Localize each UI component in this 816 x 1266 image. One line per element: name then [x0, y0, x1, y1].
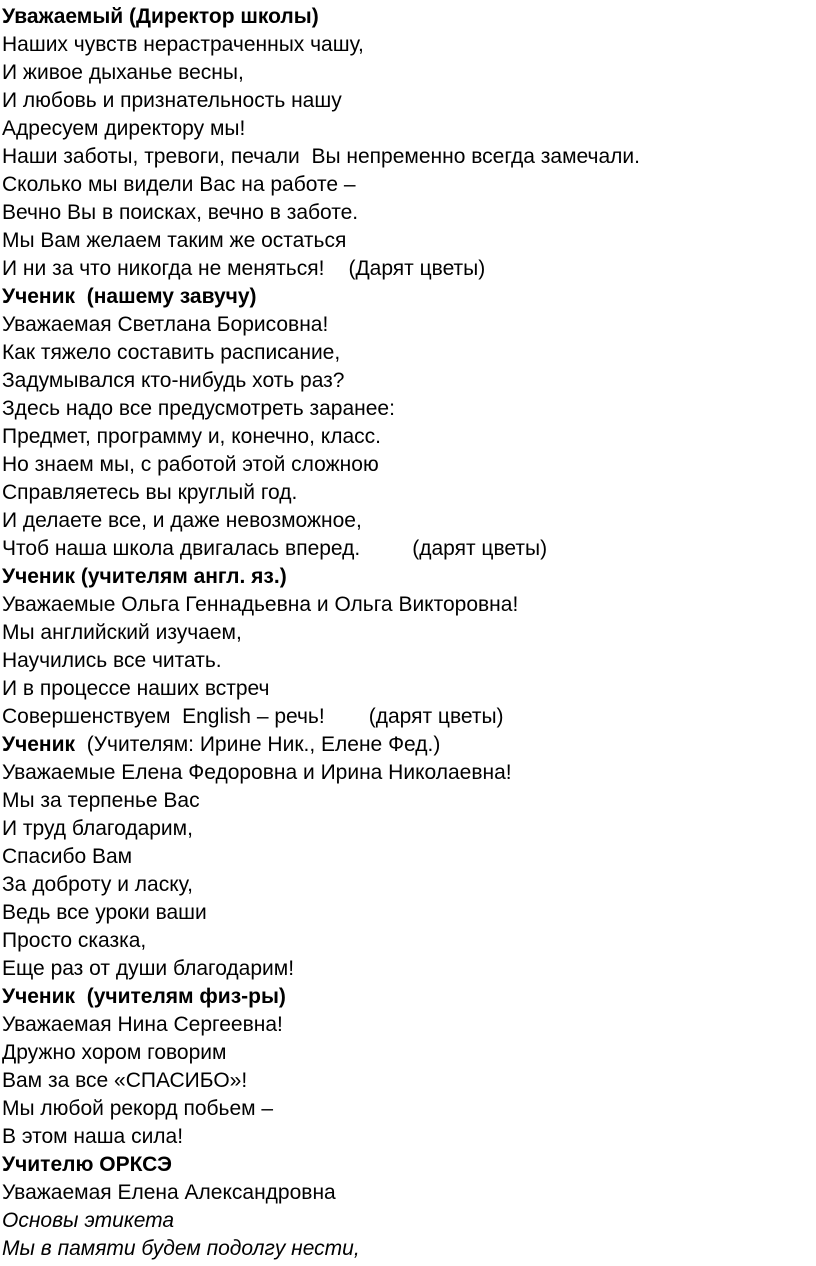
line-text: И ни за что никогда не меняться!: [2, 257, 325, 280]
text-line: [2, 647, 812, 675]
line-text: Чтоб наша школа двигалась вперед.: [2, 537, 361, 560]
line-text: Ученик: [2, 733, 76, 756]
heading-addressee: (Учителям: Ирине Ник., Елене Фед.): [75, 733, 441, 756]
line-text: Дружно хором говорим: [2, 1041, 227, 1064]
line-text: И живое дыханье весны,: [2, 61, 244, 84]
text-line: [2, 1039, 812, 1067]
text-line: [2, 787, 812, 815]
line-text: Ученик (учителям физ-ры): [2, 985, 286, 1008]
line-text: Здесь надо все предусмотреть заранее:: [2, 397, 395, 420]
stage-direction: (Дарят цветы): [348, 257, 486, 280]
text-line: [2, 843, 812, 871]
text-line: [2, 899, 812, 927]
text-line: [2, 759, 812, 787]
section-heading: [2, 3, 812, 31]
line-text: Ведь все уроки ваши: [2, 901, 207, 924]
text-line: [2, 871, 812, 899]
text-line: [2, 703, 812, 731]
text-line: [2, 1207, 812, 1235]
text-line: [2, 423, 812, 451]
text-line: [2, 1123, 812, 1151]
line-text: Предмет, программу и, конечно, класс.: [2, 425, 381, 448]
text-line: [2, 395, 812, 423]
section-heading: [2, 283, 812, 311]
line-text: Мы Вам желаем таким же остаться: [2, 229, 347, 252]
text-line: [2, 479, 812, 507]
text-line: [2, 955, 812, 983]
line-text: Просто сказка,: [2, 929, 147, 952]
line-text: Уважаемые Ольга Геннадьевна и Ольга Викторовна!: [2, 593, 519, 616]
text-line: [2, 1179, 812, 1207]
line-text: Справляетесь вы круглый год.: [2, 481, 298, 504]
text-line: [2, 1235, 812, 1263]
line-text: Вам за все «СПАСИБО»!: [2, 1069, 248, 1092]
line-text: Уважаемый (Директор школы): [2, 5, 319, 28]
line-text: Уважаемая Светлана Борисовна!: [2, 313, 329, 336]
line-text: Мы английский изучаем,: [2, 621, 242, 644]
line-text: Спасибо Вам: [2, 845, 133, 868]
text-line: [2, 451, 812, 479]
text-line: [2, 143, 812, 171]
text-line: [2, 171, 812, 199]
text-line: [2, 815, 812, 843]
text-line: [2, 535, 812, 563]
line-text: Наших чувств нерастраченных чашу,: [2, 33, 364, 56]
text-line: [2, 619, 812, 647]
line-text: Сколько мы видели Вас на работе –: [2, 173, 356, 196]
line-text: За доброту и ласку,: [2, 873, 193, 896]
text-line: [2, 59, 812, 87]
line-text: Совершенствуем English – речь!: [2, 705, 325, 728]
text-line: [2, 507, 812, 535]
text-line: [2, 367, 812, 395]
section-heading: [2, 563, 812, 591]
line-text: Задумывался кто-нибудь хоть раз?: [2, 369, 345, 392]
text-line: [2, 199, 812, 227]
line-text: В этом наша сила!: [2, 1125, 184, 1148]
line-text: Как тяжело составить расписание,: [2, 341, 341, 364]
line-text: Мы любой рекорд побьем –: [2, 1097, 274, 1120]
line-text: Уважаемые Елена Федоровна и Ирина Николаевна!: [2, 761, 512, 784]
line-text: И любовь и признательность нашу: [2, 89, 342, 112]
line-text: Еще раз от души благодарим!: [2, 957, 295, 980]
text-line: [2, 311, 812, 339]
line-text: Но знаем мы, с работой этой сложною: [2, 453, 379, 476]
text-line: [2, 31, 812, 59]
text-line: [2, 87, 812, 115]
line-text: Ученик (нашему завучу): [2, 285, 257, 308]
section-heading: [2, 1151, 812, 1179]
section-heading: [2, 983, 812, 1011]
stage-direction: (дарят цветы): [368, 705, 504, 728]
text-line: [2, 1011, 812, 1039]
text-line: [2, 675, 812, 703]
text-line: [2, 115, 812, 143]
line-text: Вечно Вы в поисках, вечно в заботе.: [2, 201, 359, 224]
line-text: Уважаемая Нина Сергеевна!: [2, 1013, 283, 1036]
section-heading: [2, 731, 812, 759]
stage-direction: (дарят цветы): [412, 537, 548, 560]
text-line: [2, 1067, 812, 1095]
text-line: [2, 927, 812, 955]
line-text: Адресуем директору мы!: [2, 117, 246, 140]
text-line: [2, 1095, 812, 1123]
line-text: Уважаемая Елена Александровна: [2, 1181, 336, 1204]
text-line: [2, 591, 812, 619]
text-line: [2, 339, 812, 367]
line-text: Основы этикета: [2, 1209, 175, 1232]
line-text: Научились все читать.: [2, 649, 222, 672]
line-text: Ученик (учителям англ. яз.): [2, 565, 287, 588]
line-text: И труд благодарим,: [2, 817, 193, 840]
document-body: [2, 3, 812, 1263]
line-text: Мы в памяти будем подолгу нести,: [2, 1237, 360, 1260]
line-text: Наши заботы, тревоги, печали Вы непременно всегда замечали.: [2, 145, 640, 168]
text-line: [2, 227, 812, 255]
line-text: Учителю ОРКСЭ: [2, 1153, 172, 1176]
text-line: [2, 255, 812, 283]
line-text: Мы за терпенье Вас: [2, 789, 200, 812]
line-text: И делаете все, и даже невозможное,: [2, 509, 362, 532]
line-text: И в процессе наших встреч: [2, 677, 270, 700]
